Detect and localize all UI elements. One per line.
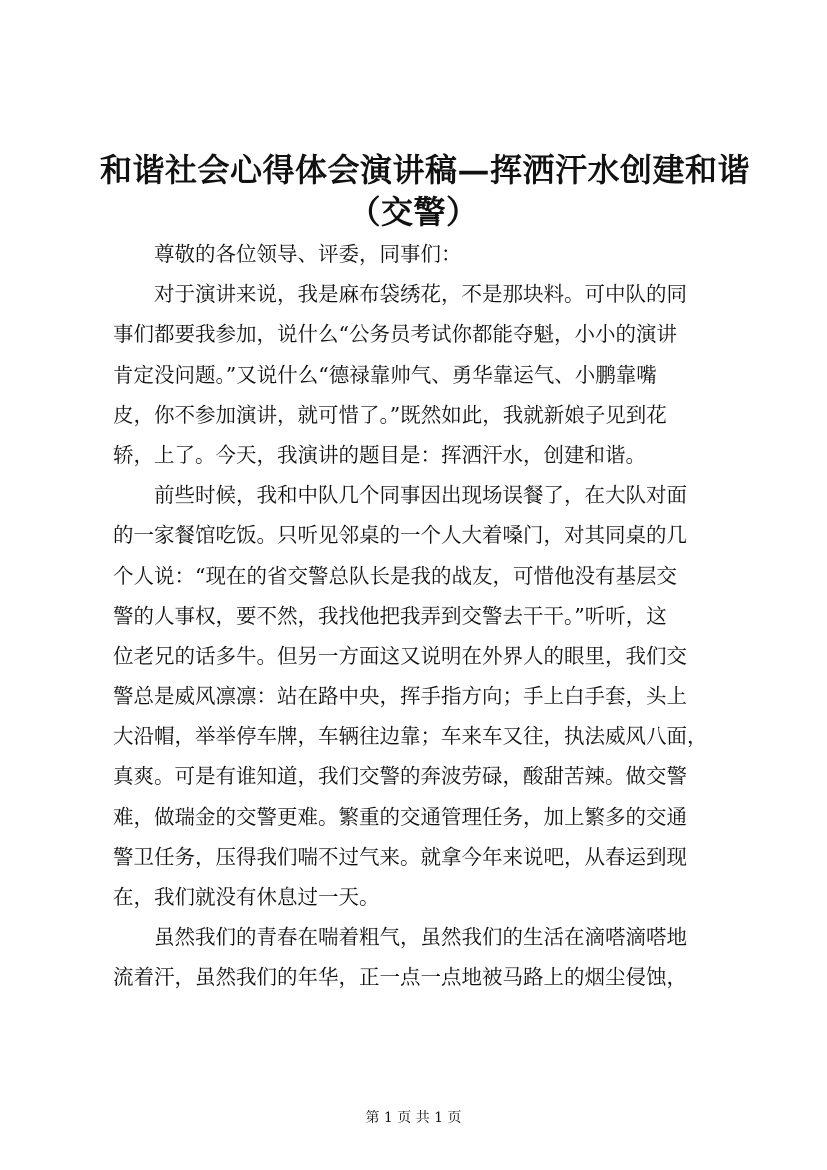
text-line: 难，做瑞金的交警更难。繁重的交通管理任务，加上繁多的交通 xyxy=(113,804,687,829)
document-subtitle: （交警） xyxy=(348,193,479,231)
text-line: 个人说：“现在的省交警总队长是我的战友，可惜他没有基层交 xyxy=(113,563,677,588)
text-line: 在，我们就没有休息过一天。 xyxy=(113,885,380,909)
text-line: 对于演讲来说，我是麻布袋绣花，不是那块料。可中队的同 xyxy=(154,282,687,307)
text-line: 尊敬的各位领导、评委，同事们： xyxy=(154,242,462,266)
text-line: 大沿帽，举举停车牌，车辆往边靠；车来车又往，执法威风八面， xyxy=(113,724,708,749)
text-line: 皮，你不参加演讲，就可惜了。”既然如此，我就新娘子见到花 xyxy=(113,402,667,427)
text-line: 警卫任务，压得我们喘不过气来。就拿今年来说吧，从春运到现 xyxy=(113,844,687,869)
text-line: 警的人事权，要不然，我找他把我弄到交警去干干。”听听，这 xyxy=(113,603,667,628)
text-line: 虽然我们的青春在喘着粗气，虽然我们的生活在滴嗒滴嗒地 xyxy=(154,925,687,950)
document-title: 和谐社会心得体会演讲稿—挥洒汗水创建和谐 xyxy=(100,151,751,189)
text-line: 位老兄的话多牛。但另一方面这又说明在外界人的眼里，我们交 xyxy=(113,643,687,668)
text-line: 的一家餐馆吃饭。只听见邻桌的一个人大着嗓门，对其同桌的几 xyxy=(113,523,687,548)
document-body xyxy=(113,234,728,998)
page-footer: 第 1 页 共 1 页 xyxy=(365,1110,462,1126)
text-line: 流着汗，虽然我们的年华，正一点一点地被马路上的烟尘侵蚀， xyxy=(113,965,687,990)
text-line: 警总是威风凛凛：站在路中央，挥手指方向；手上白手套，头上 xyxy=(113,684,687,709)
text-line: 真爽。可是有谁知道，我们交警的奔波劳碌，酸甜苦辣。做交警 xyxy=(113,764,687,789)
text-line: 肯定没问题。”又说什么“德禄靠帅气、勇华靠运气、小鹏靠嘴 xyxy=(113,362,657,387)
text-line: 事们都要我参加，说什么“公务员考试你都能夺魁，小小的演讲 xyxy=(113,322,677,347)
text-line: 前些时候，我和中队几个同事因出现场误餐了，在大队对面 xyxy=(154,483,687,508)
text-line: 轿，上了。今天，我演讲的题目是：挥洒汗水，创建和谐。 xyxy=(113,442,646,467)
